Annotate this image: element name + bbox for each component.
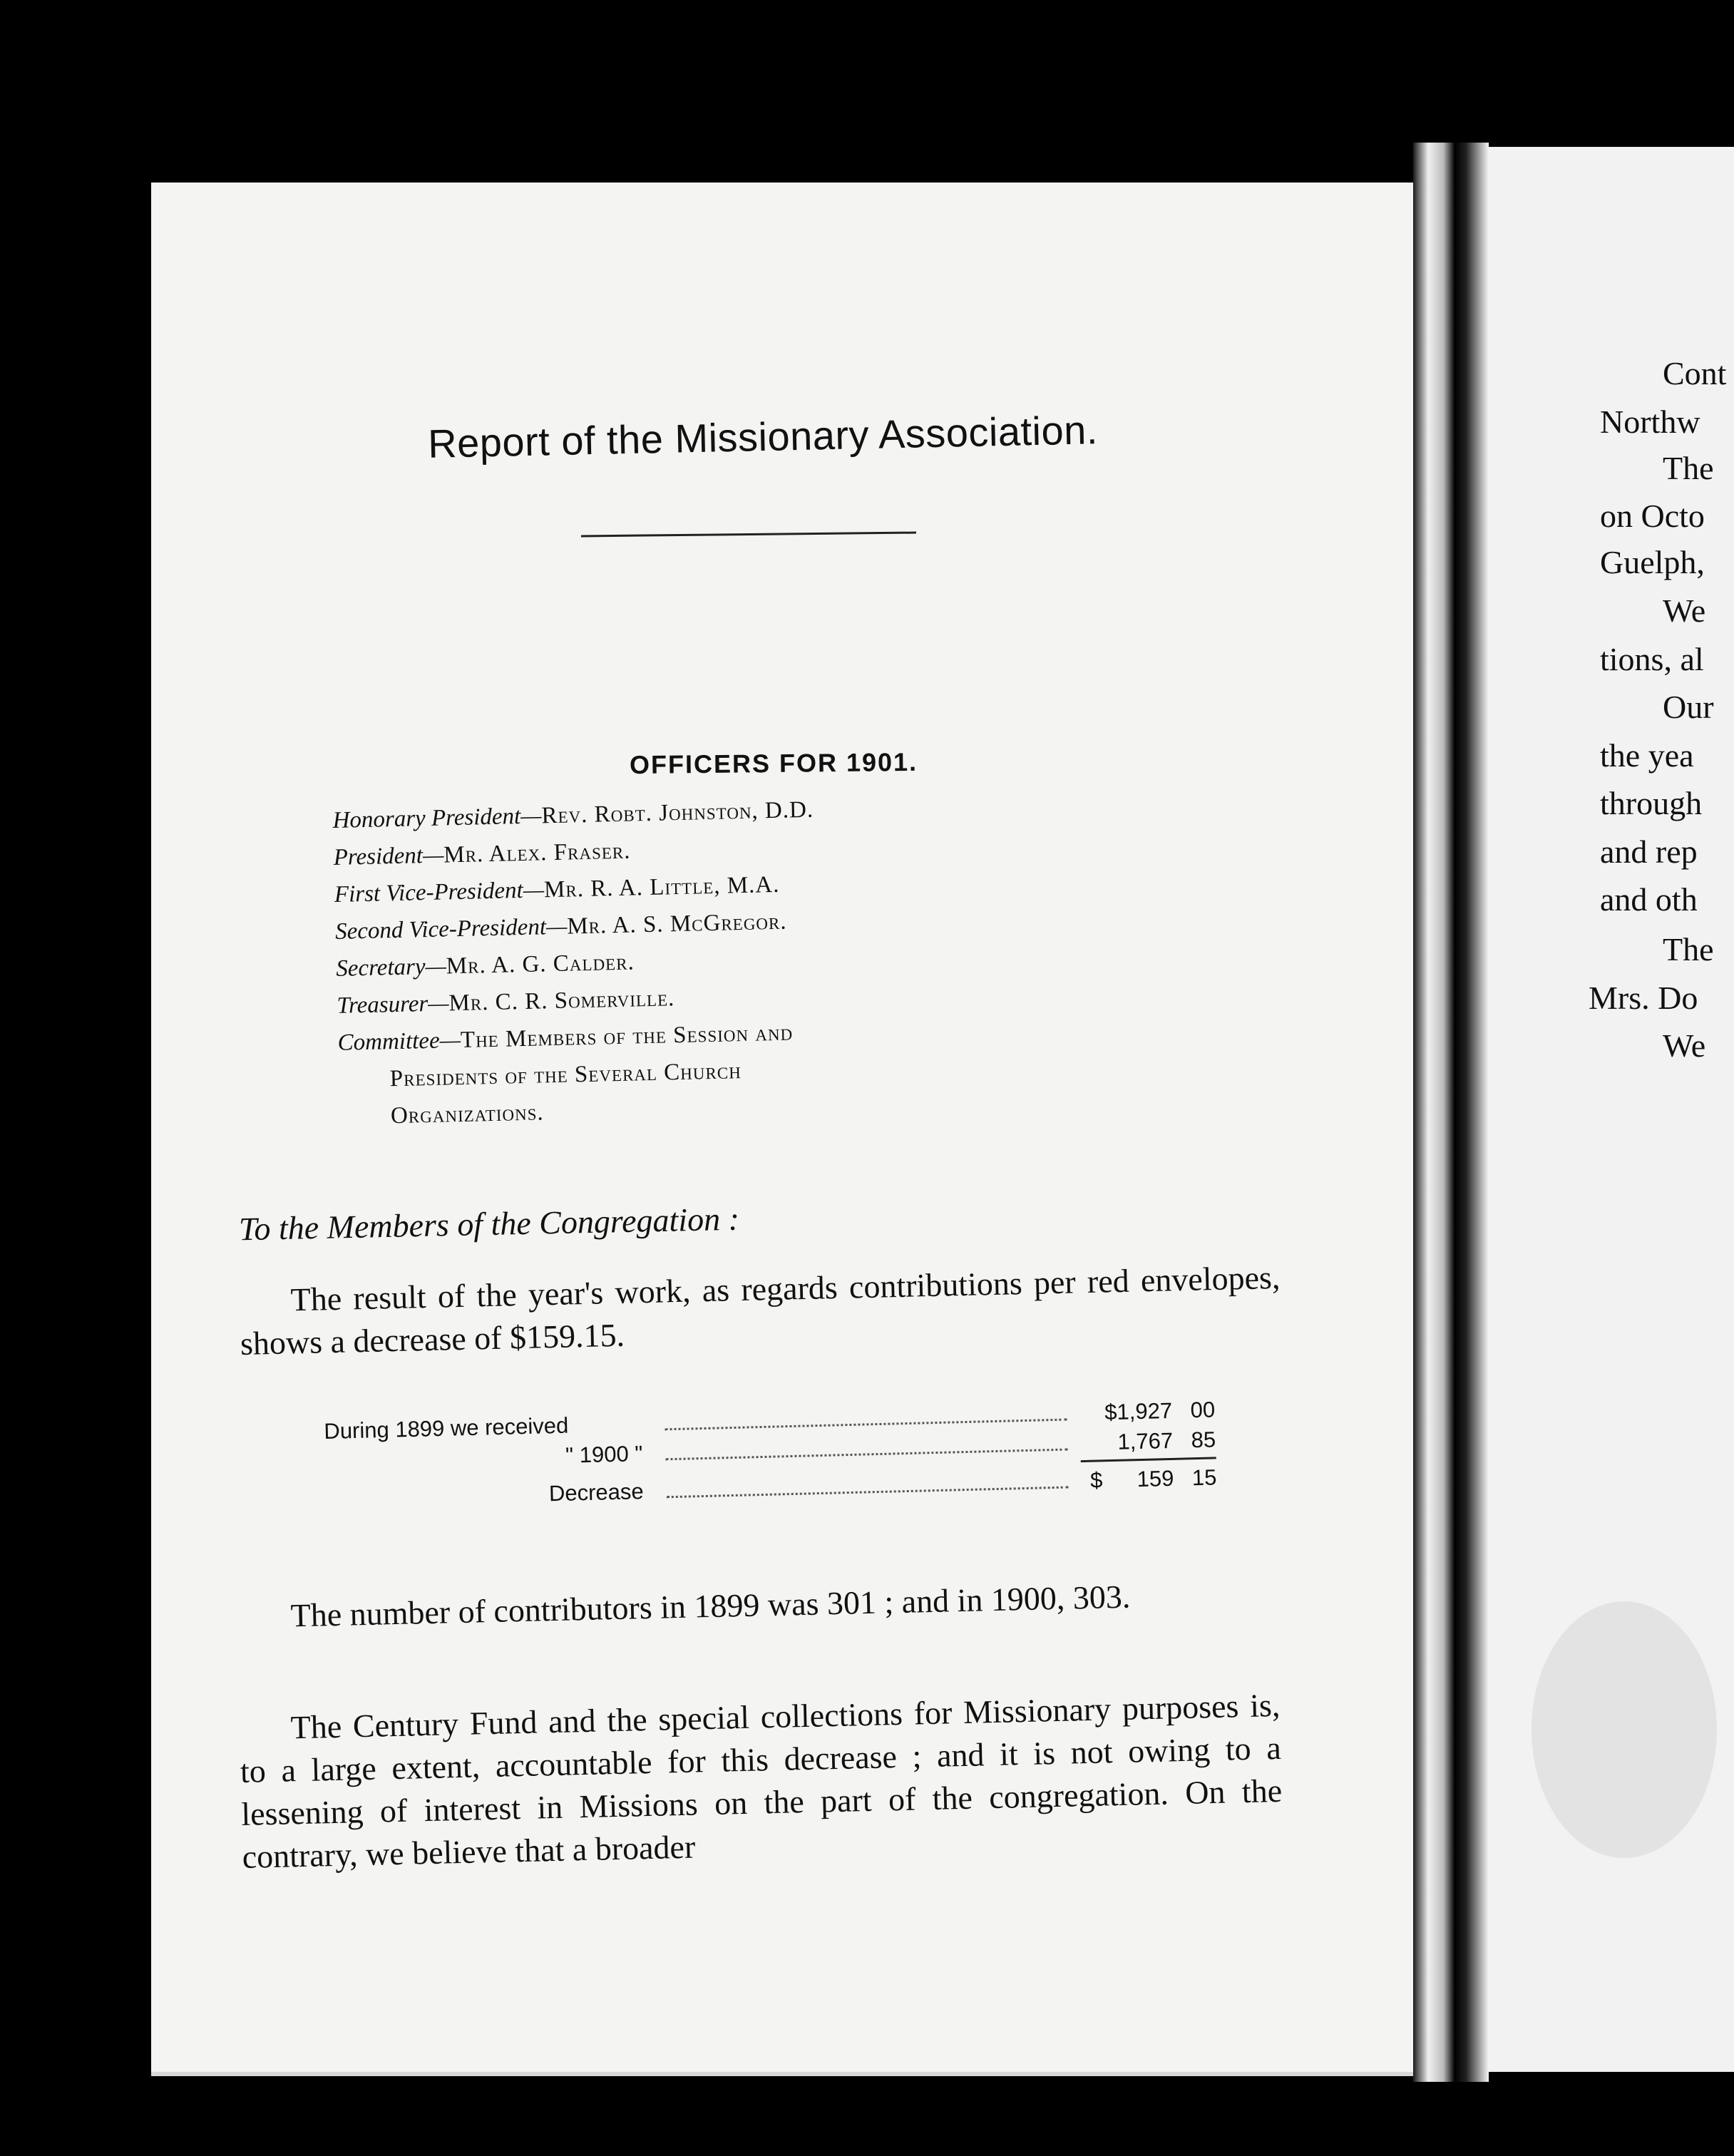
- officers-list: [332, 781, 1238, 1135]
- right-page-line: The: [1663, 931, 1714, 967]
- ledger-row-1900: " 1900 " 1,767 85: [565, 1427, 1216, 1468]
- right-page-line: Northw: [1600, 404, 1700, 440]
- committee-continuation-line: Organizations.: [390, 1099, 545, 1129]
- right-page-line: Our: [1663, 689, 1714, 725]
- committee-continuation-line: Presidents of the Several Church: [389, 1058, 742, 1092]
- officer-first-vice-president: First Vice-President—Mr. R. A. Little, M.A.: [334, 871, 780, 908]
- officer-second-vice-president: Second Vice-President—Mr. A. S. McGregor.: [334, 908, 787, 945]
- right-page-line: through: [1600, 785, 1703, 821]
- right-page-line: The: [1663, 450, 1714, 486]
- officer-treasurer: Treasurer—Mr. C. R. Somerville.: [337, 985, 675, 1019]
- right-page-line: on Octo: [1600, 498, 1705, 534]
- ledger-row-1899: During 1899 we received $1,927 00: [324, 1397, 1216, 1444]
- officer-committee: Committee—The Members of the Session and: [337, 1020, 794, 1056]
- book-gutter: [1413, 143, 1489, 2082]
- right-page-line: Mrs. Do: [1589, 980, 1698, 1016]
- paragraph-decrease: The result of the year's work, as regards contributions per red envelopes, shows a decrease of $159.15.: [240, 1258, 1281, 1362]
- paragraph-century-fund: The Century Fund and the special collections for Missionary purposes is, to a large extent, accountable for this decrease ; and it is not owing to a lessening of interest in Missions on the part of the congregation. On the contrary, we believe that a broader: [240, 1686, 1283, 1875]
- report-title: Report of the Missionary Association.: [427, 407, 1099, 466]
- officer-secretary: Secretary—Mr. A. G. Calder.: [335, 949, 635, 982]
- officer-honorary-president: Honorary President—Rev. Robt. Johnston, D.D.: [332, 796, 814, 833]
- paragraph-contributors: The number of contributors in 1899 was 301 ; and in 1900, 303.: [290, 1578, 1131, 1634]
- officers-heading: OFFICERS FOR 1901.: [629, 746, 918, 780]
- right-page-line: Guelph,: [1600, 544, 1705, 580]
- right-page-line: the yea: [1600, 737, 1694, 774]
- right-page-line: We: [1663, 1027, 1706, 1064]
- officer-president: President—Mr. Alex. Fraser.: [333, 838, 631, 871]
- right-page-line: tions, al: [1600, 641, 1704, 677]
- ledger-row-decrease: Decrease $ 159 15: [548, 1464, 1217, 1506]
- salutation: To the Members of the Congregation :: [238, 1200, 740, 1248]
- right-page-line: We: [1663, 592, 1706, 629]
- right-page-line: Cont: [1663, 355, 1727, 391]
- right-page-line: and oth: [1600, 881, 1698, 918]
- right-page-line: and rep: [1600, 833, 1698, 870]
